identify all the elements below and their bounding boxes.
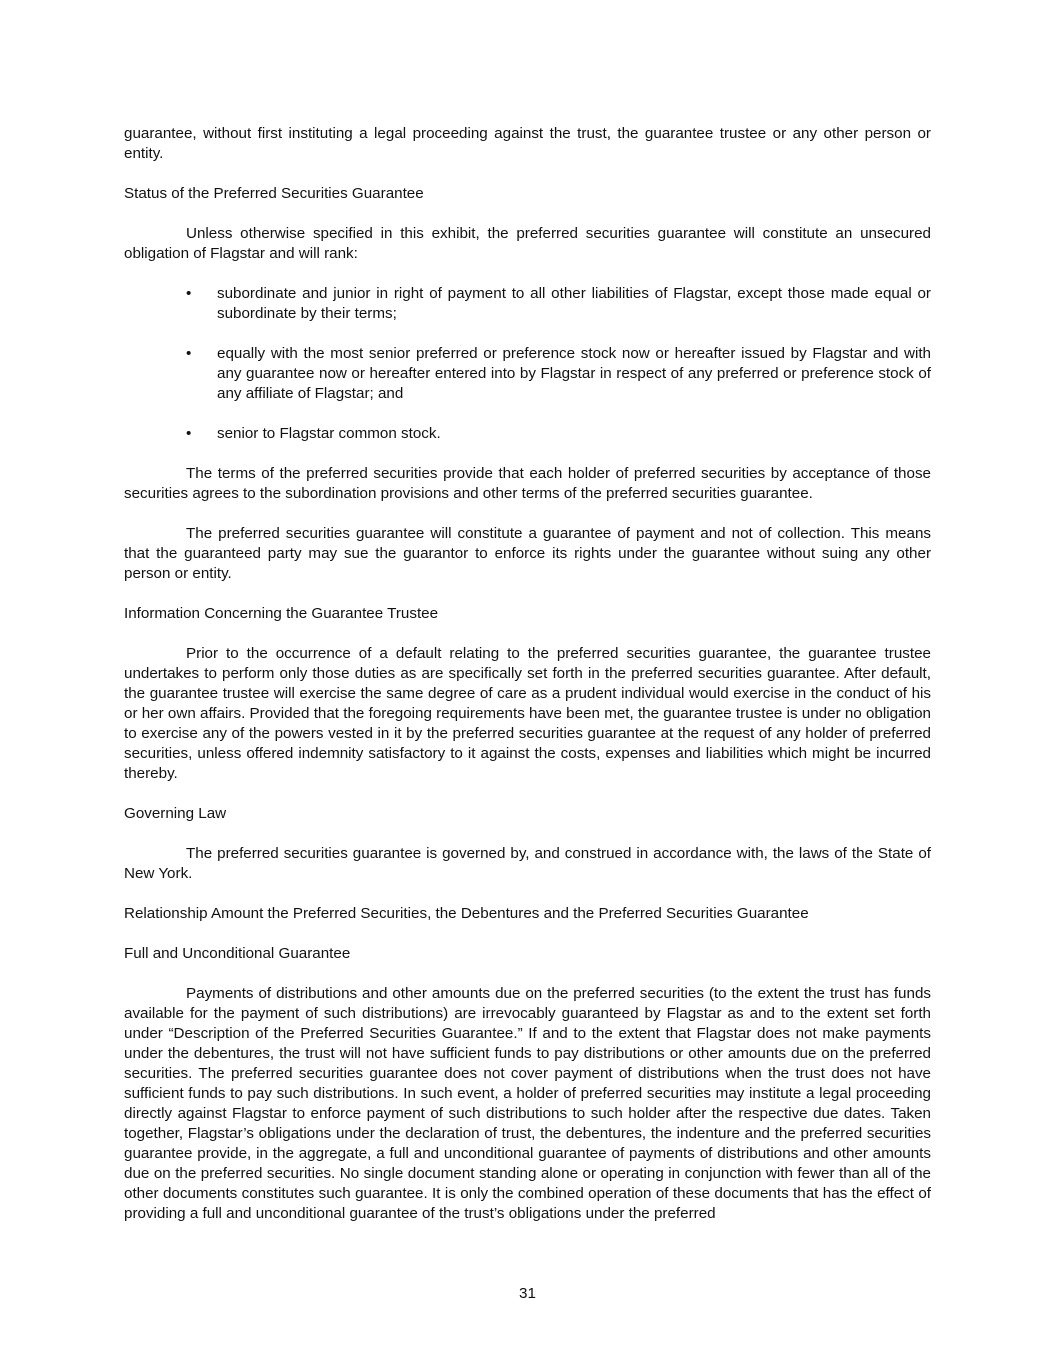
governing-law-paragraph: The preferred securities guarantee is governed by, and construed in accordance with, the laws of the State of New York. [124, 845, 931, 882]
opening-paragraph: guarantee, without first instituting a legal proceeding against the trust, the guarantee trustee or any other person or entity. [124, 125, 931, 162]
payment-paragraph: The preferred securities guarantee will constitute a guarantee of payment and not of collection. This means that the guaranteed party may sue the guarantor to enforce its rights under the guarantee without suing any other person or entity. [124, 525, 931, 582]
section-heading-status: Status of the Preferred Securities Guarantee [124, 185, 424, 202]
section-heading-relationship: Relationship Amount the Preferred Securities, the Debentures and the Preferred Securities Guarantee [124, 905, 809, 922]
status-intro-paragraph: Unless otherwise specified in this exhibit, the preferred securities guarantee will constitute an unsecured obligation of Flagstar and will rank: [124, 225, 931, 262]
list-item [124, 344, 931, 404]
terms-paragraph: The terms of the preferred securities provide that each holder of preferred securities by acceptance of those securities agrees to the subordination provisions and other terms of the preferred securities guarantee. [124, 465, 931, 502]
section-heading-governing-law: Governing Law [124, 805, 227, 822]
bullet-icon: • [186, 345, 192, 362]
list-item [124, 424, 931, 444]
bullet-icon: • [186, 285, 192, 302]
list-item-text: subordinate and junior in right of payment to all other liabilities of Flagstar, except those made equal or subordinate by their terms; [217, 285, 931, 322]
list-item-text: senior to Flagstar common stock. [217, 425, 441, 442]
section-heading-full-guarantee: Full and Unconditional Guarantee [124, 945, 351, 962]
document-page [124, 124, 931, 1244]
trustee-paragraph: Prior to the occurrence of a default relating to the preferred securities guarantee, the guarantee trustee undertakes to perform only those duties as are specifically set forth in the preferred securities guarantee. After default, the guarantee trustee will exercise the same degree of care as a prudent individual would exercise in the conduct of his or her own affairs. Provided that the foregoing requirements have been met, the guarantee trustee is under no obligation to exercise any of the powers vested in it by the preferred securities guarantee at the request of any holder of preferred securities, unless offered indemnity satisfactory to it against the costs, expenses and liabilities which might be incurred thereby. [124, 645, 931, 782]
bullet-icon: • [186, 425, 192, 442]
list-item-text: equally with the most senior preferred or preference stock now or hereafter issued by Flagstar and with any guarantee now or hereafter entered into by Flagstar in respect of any preferred or preference stock of any affiliate of Flagstar; and [217, 345, 931, 402]
ranking-bullet-list [124, 284, 931, 444]
list-item [124, 284, 931, 324]
section-heading-trustee: Information Concerning the Guarantee Trustee [124, 605, 439, 622]
full-guarantee-paragraph: Payments of distributions and other amounts due on the preferred securities (to the extent the trust has funds available for the payment of such distributions) are irrevocably guaranteed by Flagstar as and to the extent set forth under “Description of the Preferred Securities Guarantee.” If and to the extent that Flagstar does not make payments under the debentures, the trust will not have sufficient funds to pay distributions or other amounts due on the preferred securities. The preferred securities guarantee does not cover payment of distributions when the trust does not have sufficient funds to pay such distributions. In such event, a holder of preferred securities may institute a legal proceeding directly against Flagstar to enforce payment of such distributions to such holder after the respective due dates. Taken together, Flagstar’s obligations under the declaration of trust, the debentures, the indenture and the preferred securities guarantee provide, in the aggregate, a full and unconditional guarantee of payments of distributions and other amounts due on the preferred securities. No single document standing alone or operating in conjunction with fewer than all of the other documents constitutes such guarantee. It is only the combined operation of these documents that has the effect of providing a full and unconditional guarantee of the trust’s obligations under the preferred [124, 985, 931, 1222]
page-number: 31 [519, 1285, 536, 1302]
